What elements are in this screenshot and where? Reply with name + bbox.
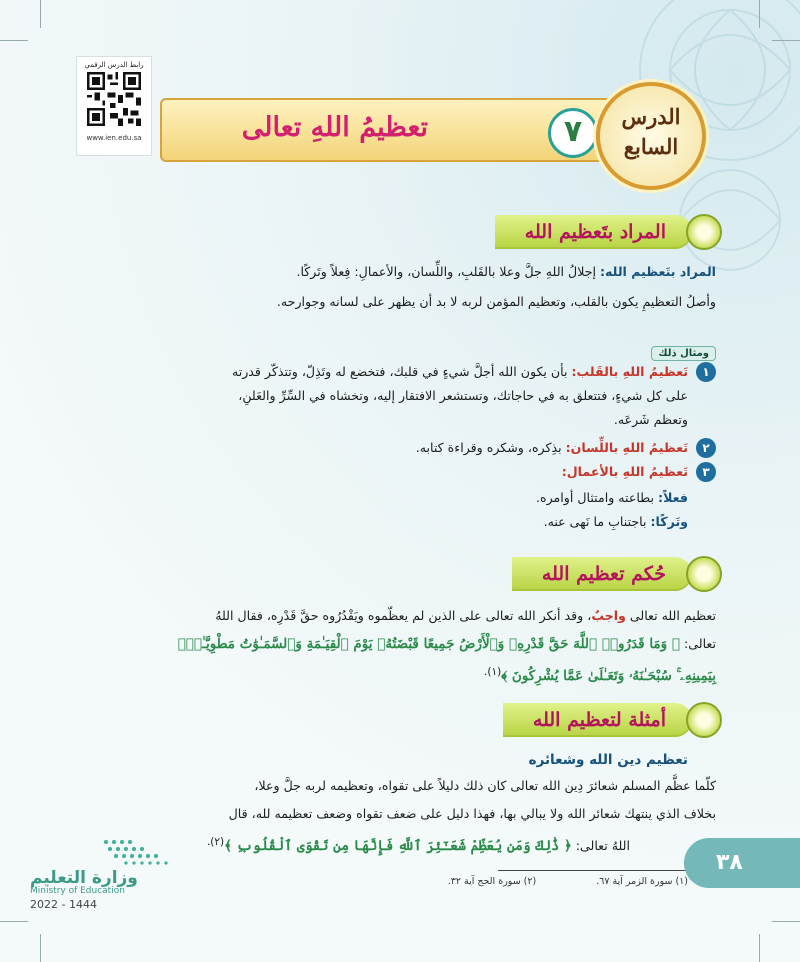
crop-mark [40, 934, 41, 962]
qr-url[interactable]: www.ien.edu.sa [86, 134, 142, 142]
item-2-line [416, 436, 688, 460]
subhead: تعظيم دين الله وشعائره [528, 752, 688, 768]
examples-subhead [529, 748, 688, 772]
section-title: أمثلة لتعظيم الله [503, 703, 692, 737]
item-term: تَعظيمُ اللهِ بالأعمال: [561, 464, 688, 479]
ruling-text: تعظيم الله تعالى [625, 608, 716, 623]
ruling-line-3 [484, 660, 716, 688]
quran-verse: بِيَمِينِهِۦ ۚ سُبْحَـٰنَهُۥ وَتَعَـٰلَىٰ عَمَّا يُشْرِكُونَ ﴾ [501, 668, 716, 685]
crop-mark [759, 934, 760, 962]
ministry-name-ar: وزارة التعليم [30, 868, 138, 888]
sub-term: فعلاً: [658, 490, 688, 505]
item-number-2: ٢ [696, 438, 716, 458]
definition-text: إجلالُ اللهِ جلَّ وعلا بالقَلبِ، واللِّسان، والأعمالِ: فِعلاً وتَركًا. [296, 264, 600, 279]
definition-term: المراد بتَعظيم الله: [600, 264, 716, 279]
item-1-line-2: على كل شيءٍ، فتتعلق به في حاجاتك، وتستشعر الافتقار إليه، وتخشاه في السِّرِّ والعَلنِ، [238, 388, 688, 403]
example-tag: ومثال ذلك [651, 346, 716, 361]
flower-icon [686, 702, 722, 738]
item-number-1: ١ [696, 362, 716, 382]
ruling-text: ، وقد أنكر الله تعالى على الذين لم يعظّموه ويَقْدُرُوه حقَّ قَدْرِه، فقال اللهُ [215, 608, 592, 623]
definition-line [296, 260, 716, 284]
qr-code-icon[interactable] [87, 72, 141, 126]
ruling-line-2 [178, 632, 716, 656]
flower-icon [686, 556, 722, 592]
ruling-verdict: واجبٌ [591, 608, 626, 623]
footnotes [388, 876, 688, 887]
section-header-definition [495, 212, 722, 252]
section-header-examples [503, 700, 722, 740]
item-text: بذِكره، وشكره وقراءة كتابه. [415, 440, 566, 455]
lesson-title: تعظيمُ اللهِ تعالى [241, 112, 428, 143]
flower-icon [686, 214, 722, 250]
ruling-line-1 [215, 604, 716, 628]
item-1-line-3: وتعظم شَرعَه. [613, 412, 688, 427]
crop-mark [0, 921, 28, 922]
lesson-badge [596, 82, 706, 190]
footnote-divider [498, 870, 688, 871]
sub-text: بطاعته وامتثال أوامره. [535, 490, 659, 505]
footnote-ref: (١). [484, 666, 502, 678]
footnote-ref: (٢). [206, 836, 225, 848]
footnote-1: (١) سورة الزمر آية ٦٧. [596, 876, 688, 887]
lesson-number: ٧ [548, 108, 598, 158]
definition-line-2: وأصلُ التعظيمِ يكون بالقلب، وتعظيم المؤمن لربه لا بد أن يظهر على لسانه وجوارحه. [276, 294, 716, 309]
item-1-line-1 [232, 360, 688, 384]
lesson-word: الدرس [621, 104, 681, 129]
sub-text: باجتنابِ ما نَهى عنه. [543, 514, 651, 529]
crop-mark [759, 0, 760, 28]
item-term: تَعظيمُ اللهِ بالقَلب: [571, 364, 688, 379]
ministry-name-en: Ministry of Education [30, 886, 125, 896]
section-title: المراد بتَعظيم الله [495, 215, 692, 249]
quran-verse: ﴿ ذَٰلِكَ وَمَن يُعَظِّمْ شَعَـٰٓئِرَ ٱللَّهِ فَإِنَّهَا مِن تَقْوَى ٱلْقُلُوبِ ﴾ [224, 838, 572, 855]
examples-line-1: كلّما عظَّم المسلم شعائرَ دِين الله تعالى كان ذلك دليلاً على تقواه، وتعظيمه لربه جلَّ وعلا، [254, 778, 716, 793]
item-3-sub-a [536, 486, 688, 510]
examples-text: اللهُ تعالى: [571, 838, 630, 854]
examples-line-2: بخلاف الذي ينتهك شعائر الله ولا يبالي بها، فهذا دليل على ضعف تقواه وضعف تعظيمه لله، قال [228, 806, 716, 821]
footnote-2: (٢) سورة الحج آية ٣٢. [447, 876, 537, 887]
lesson-ordinal: السابع [623, 134, 679, 159]
qr-card[interactable] [76, 56, 152, 156]
crop-mark [0, 40, 28, 41]
ministry-logo-icon [96, 836, 196, 866]
edition-year: 2022 - 1444 [30, 898, 97, 911]
item-number-3: ٣ [696, 462, 716, 482]
section-header-ruling [512, 554, 722, 594]
quran-verse: ﴿ وَمَا قَدَرُوا۟ ٱللَّهَ حَقَّ قَدْرِهِۦ وَٱلْأَرْضُ جَمِيعًا قَبْضَتُهُۥ يَوْمَ ٱلْقِيَـٰمَةِ وَٱلسَّمَـٰوَٰتُ مَطْوِيَّـٰتٌۢ [177, 636, 680, 652]
item-3-line [562, 460, 688, 484]
crop-mark [40, 0, 41, 28]
sub-term: وتَركًا: [650, 514, 688, 529]
ruling-text: تعالى: [680, 636, 716, 651]
item-3-sub-b [544, 510, 688, 534]
crop-mark [772, 40, 800, 41]
item-text: بأن يكون الله أجلَّ شيءٍ في قلبك، فتخضع له وتَذِلّ، وتتذكّر قدرته [231, 364, 572, 379]
item-term: تَعظيمُ اللهِ باللِّسان: [565, 440, 688, 455]
examples-line-3 [207, 830, 630, 858]
crop-mark [772, 921, 800, 922]
qr-label: رابط الدرس الرقمي [84, 61, 144, 69]
section-title: حُكم تعظيم الله [512, 557, 692, 591]
page-number-tab: ٣٨ [684, 838, 800, 888]
